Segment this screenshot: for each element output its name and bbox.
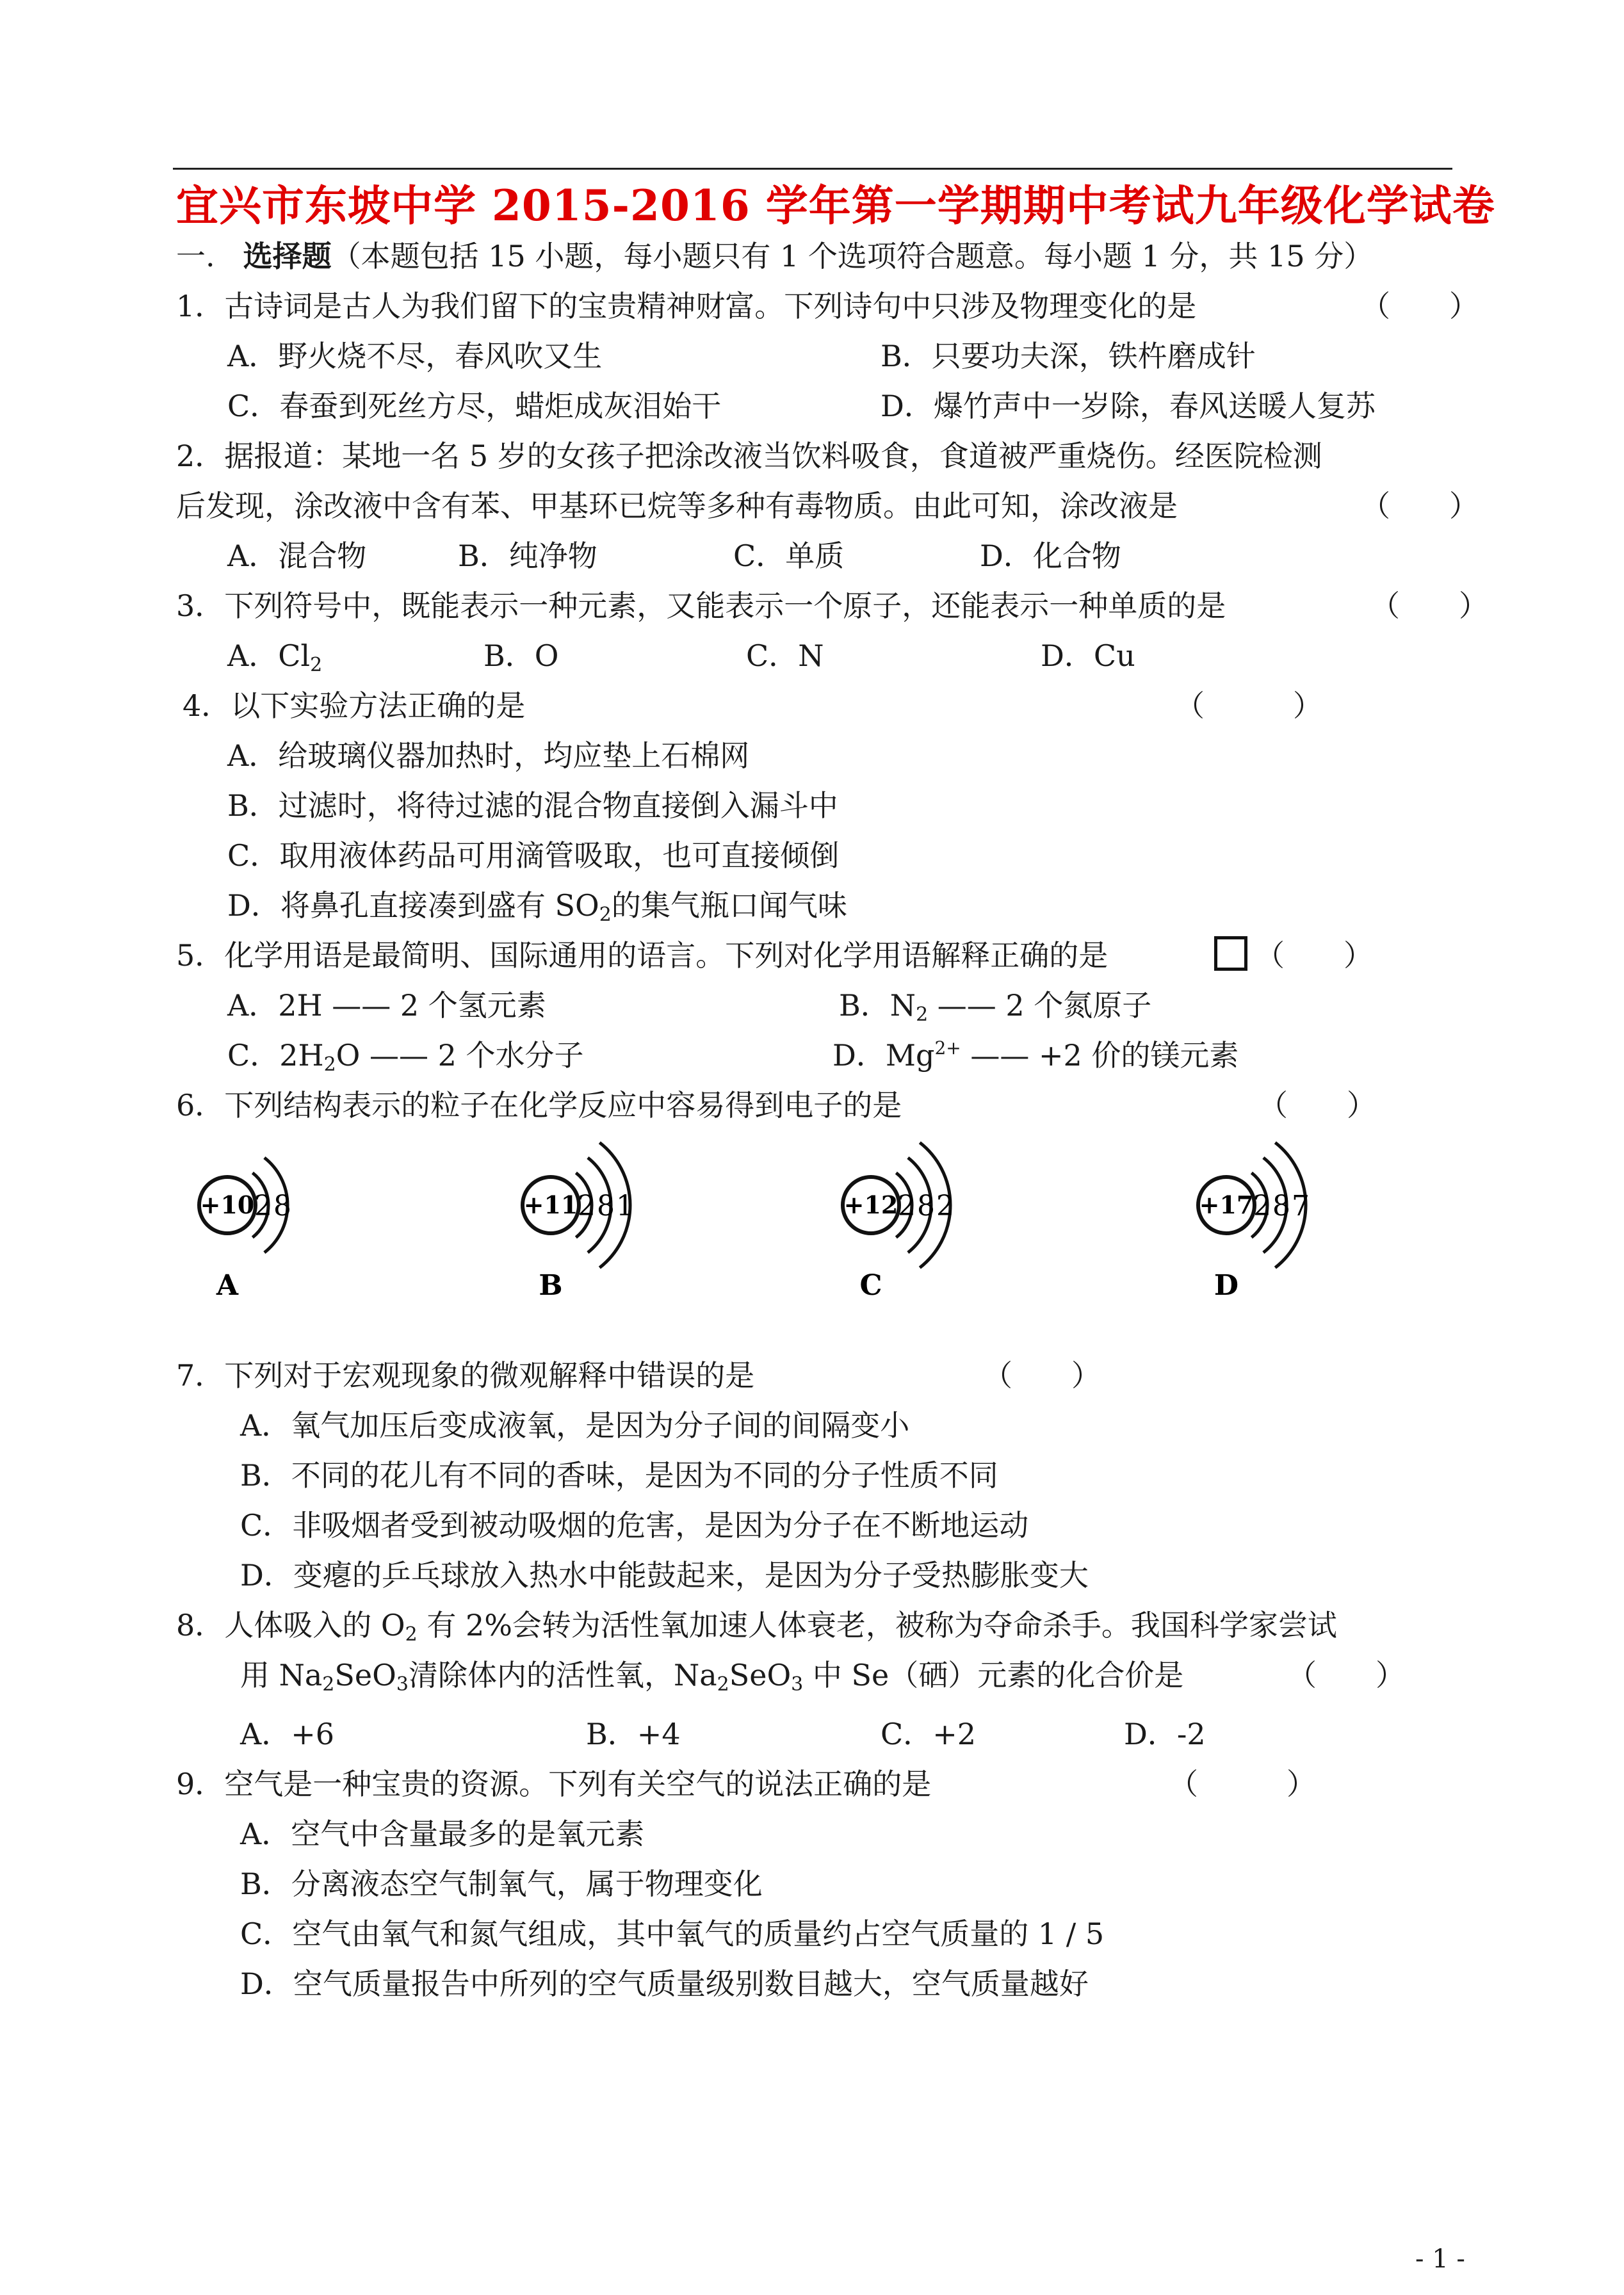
q4-option-a: A．给玻璃仪器加热时，均应垫上石棉网: [227, 738, 750, 773]
q3-stem: 3．下列符号中，既能表示一种元素，又能表示一个原子，还能表示一种单质的是: [176, 588, 1226, 623]
q2-option-a: A．混合物: [227, 539, 367, 573]
q2-stem-line1: 2．据报道：某地一名 5 岁的女孩子把涂改液当饮料吸食，食道被严重烧伤。经医院检测: [176, 439, 1322, 473]
q8-stem-text-end: 有 2%会转为活性氧加速人体衰老，被称为夺命杀手。我国科学家尝试: [417, 1608, 1337, 1642]
q2-answer-paren: （ ）: [1361, 489, 1479, 523]
q8-option-b: B．+4: [586, 1717, 681, 1751]
q4-option-d-subscript: 2: [599, 904, 612, 926]
q2-option-d: D．化合物: [980, 539, 1121, 573]
q1-answer-paren: （ ）: [1361, 289, 1479, 323]
q8-answer-paren: （ ）: [1287, 1658, 1405, 1692]
q3-option-a: [227, 638, 322, 674]
q3-option-b: B．O: [483, 638, 559, 673]
q4-option-d: [227, 888, 847, 926]
atom-diagram-c: [826, 1153, 993, 1319]
electron-count: 8: [917, 1190, 935, 1222]
electron-count: 2: [936, 1190, 954, 1222]
nucleus-charge: +12: [843, 1190, 898, 1219]
atom-structure-svg: [506, 1153, 672, 1319]
q9-answer-paren: （ ）: [1169, 1767, 1316, 1801]
q8-text-g: SeO: [729, 1658, 792, 1692]
atom-label: B: [539, 1269, 563, 1302]
electron-count: 8: [273, 1190, 291, 1222]
nucleus-charge: +11: [523, 1190, 578, 1219]
q5-stem: 5．化学用语是最简明、国际通用的语言。下列对化学用语解释正确的是: [176, 938, 1108, 973]
atom-structure-svg: [1181, 1153, 1348, 1319]
q5-option-a: A．2H —— 2 个氢元素: [227, 988, 546, 1023]
q5-option-d-text-end: —— +2 价的镁元素: [961, 1038, 1239, 1073]
electron-count: 2: [578, 1190, 596, 1222]
q5-option-d-text: D．Mg: [832, 1038, 935, 1073]
q8-stem-text: 8．人体吸入的 O: [176, 1608, 405, 1642]
q5-option-c: [227, 1037, 584, 1076]
q9-option-d: D．空气质量报告中所列的空气质量级别数目越大，空气质量越好: [240, 1967, 1089, 2001]
q4-option-b: B．过滤时，将待过滤的混合物直接倒入漏斗中: [227, 788, 838, 823]
q5-option-b-text-end: —— 2 个氮原子: [928, 988, 1152, 1023]
q2-stem-line2: 后发现，涂改液中含有苯、甲基环已烷等多种有毒物质。由此可知，涂改液是: [176, 489, 1178, 523]
section-heading: [176, 238, 1373, 274]
atom-label: A: [216, 1269, 239, 1302]
q7-answer-paren: （ ）: [983, 1358, 1101, 1393]
answer-box[interactable]: [1214, 936, 1247, 971]
electron-count: 2: [1253, 1190, 1271, 1222]
q9-option-b: B．分离液态空气制氧气，属于物理变化: [240, 1867, 763, 1901]
q8-text-e: 清除体内的活性氧，Na: [408, 1658, 717, 1692]
q4-answer-paren: （ ）: [1175, 688, 1322, 723]
atom-structure-svg: [826, 1153, 993, 1319]
atom-diagram-d: [1181, 1153, 1348, 1319]
q4-stem: 4．以下实验方法正确的是: [183, 688, 526, 723]
section-note: （本题包括 15 小题，每小题只有 1 个选项符合题意。每小题 1 分，共 15 分）: [331, 239, 1374, 273]
q3-answer-paren: （ ）: [1370, 588, 1488, 623]
q3-option-d: D．Cu: [1041, 638, 1135, 673]
q4-option-c: C．取用液体药品可用滴管吸取，也可直接倾倒: [227, 838, 840, 873]
atom-label: C: [859, 1269, 882, 1302]
q5-option-c-text: C．2H: [227, 1038, 324, 1073]
q5-option-b: [839, 987, 1152, 1026]
top-rule: [173, 168, 1452, 170]
q8-stem-line1: [176, 1607, 1337, 1646]
q5-option-d: [832, 1037, 1238, 1073]
q8-text-a: 用 Na: [240, 1658, 323, 1692]
q8-sub-f: 2: [717, 1673, 729, 1696]
q3-option-a-subscript: 2: [310, 654, 323, 676]
page-title: 宜兴市东坡中学 2015-2016 学年第一学期期中考试九年级化学试卷: [176, 181, 1495, 231]
electron-count: 1: [616, 1190, 634, 1222]
electron-count: 2: [254, 1190, 272, 1222]
q1-option-b: B．只要功夫深，铁杵磨成针: [881, 339, 1256, 373]
electron-count: 2: [898, 1190, 916, 1222]
q8-sub-d: 3: [396, 1673, 409, 1696]
section-label: 选择题: [243, 239, 332, 273]
q8-option-d: D．-2: [1124, 1717, 1206, 1751]
nucleus-charge: +10: [200, 1190, 255, 1219]
q5-option-b-text: B．N: [839, 988, 916, 1023]
q7-stem: 7．下列对于宏观现象的微观解释中错误的是: [176, 1358, 755, 1393]
atom-diagram-b: [506, 1153, 672, 1319]
electron-count: 8: [1272, 1190, 1290, 1222]
q5-option-c-text-end: O —— 2 个水分子: [336, 1038, 584, 1073]
q9-option-a: A．空气中含量最多的是氧元素: [240, 1817, 645, 1851]
atom-label: D: [1214, 1269, 1239, 1302]
q4-option-d-text-end: 的集气瓶口闻气味: [611, 888, 847, 923]
q8-stem-subscript: 2: [405, 1623, 418, 1646]
q1-stem: 1．古诗词是古人为我们留下的宝贵精神财富。下列诗句中只涉及物理变化的是: [176, 289, 1197, 323]
q5-option-d-superscript: 2+: [934, 1037, 961, 1058]
q7-option-b: B．不同的花儿有不同的香味，是因为不同的分子性质不同: [240, 1458, 998, 1493]
electron-count: 7: [1292, 1190, 1310, 1222]
q6-answer-paren: （ ）: [1258, 1088, 1376, 1123]
q3-option-a-text: A．Cl: [227, 638, 311, 673]
q8-option-c: C．+2: [881, 1717, 977, 1751]
electron-count: 8: [597, 1190, 615, 1222]
q5-answer-paren: （ ）: [1255, 938, 1373, 973]
q6-stem: 6．下列结构表示的粒子在化学反应中容易得到电子的是: [176, 1088, 902, 1123]
q4-option-d-text: D．将鼻孔直接凑到盛有 SO: [227, 888, 599, 923]
q7-option-c: C．非吸烟者受到被动吸烟的危害，是因为分子在不断地运动: [240, 1508, 1029, 1543]
q8-stem-line2: [240, 1657, 1184, 1696]
nucleus-charge: +17: [1199, 1190, 1254, 1219]
q1-option-d: D．爆竹声中一岁除，春风送暖人复苏: [881, 389, 1376, 423]
page-number: - 1 -: [1415, 2244, 1465, 2274]
section-number: 一.: [176, 239, 215, 273]
atom-structure-svg: [183, 1153, 349, 1319]
q5-option-c-subscript: 2: [323, 1053, 336, 1076]
q8-sub-b: 2: [322, 1673, 335, 1696]
q2-option-c: C．单质: [733, 539, 845, 573]
q7-option-d: D．变瘪的乒乓球放入热水中能鼓起来，是因为分子受热膨胀变大: [240, 1558, 1089, 1593]
q2-option-b: B．纯净物: [458, 539, 597, 573]
q5-option-b-subscript: 2: [916, 1003, 929, 1026]
q7-option-a: A．氧气加压后变成液氧，是因为分子间的间隔变小: [240, 1408, 910, 1443]
atom-diagram-a: [183, 1153, 349, 1319]
q9-stem: 9．空气是一种宝贵的资源。下列有关空气的说法正确的是: [176, 1767, 932, 1801]
q1-option-c: C．春蚕到死丝方尽，蜡炬成灰泪始干: [227, 389, 722, 423]
q3-option-c: C．N: [746, 638, 824, 673]
q1-option-a: A．野火烧不尽，春风吹又生: [227, 339, 603, 373]
q8-text-c: SeO: [334, 1658, 396, 1692]
q8-sub-h: 3: [791, 1673, 804, 1696]
q9-option-c: C．空气由氧气和氮气组成，其中氧气的质量约占空气质量的 1 / 5: [240, 1917, 1105, 1951]
q8-option-a: A．+6: [240, 1717, 335, 1751]
q8-text-i: 中 Se（硒）元素的化合价是: [803, 1658, 1184, 1692]
